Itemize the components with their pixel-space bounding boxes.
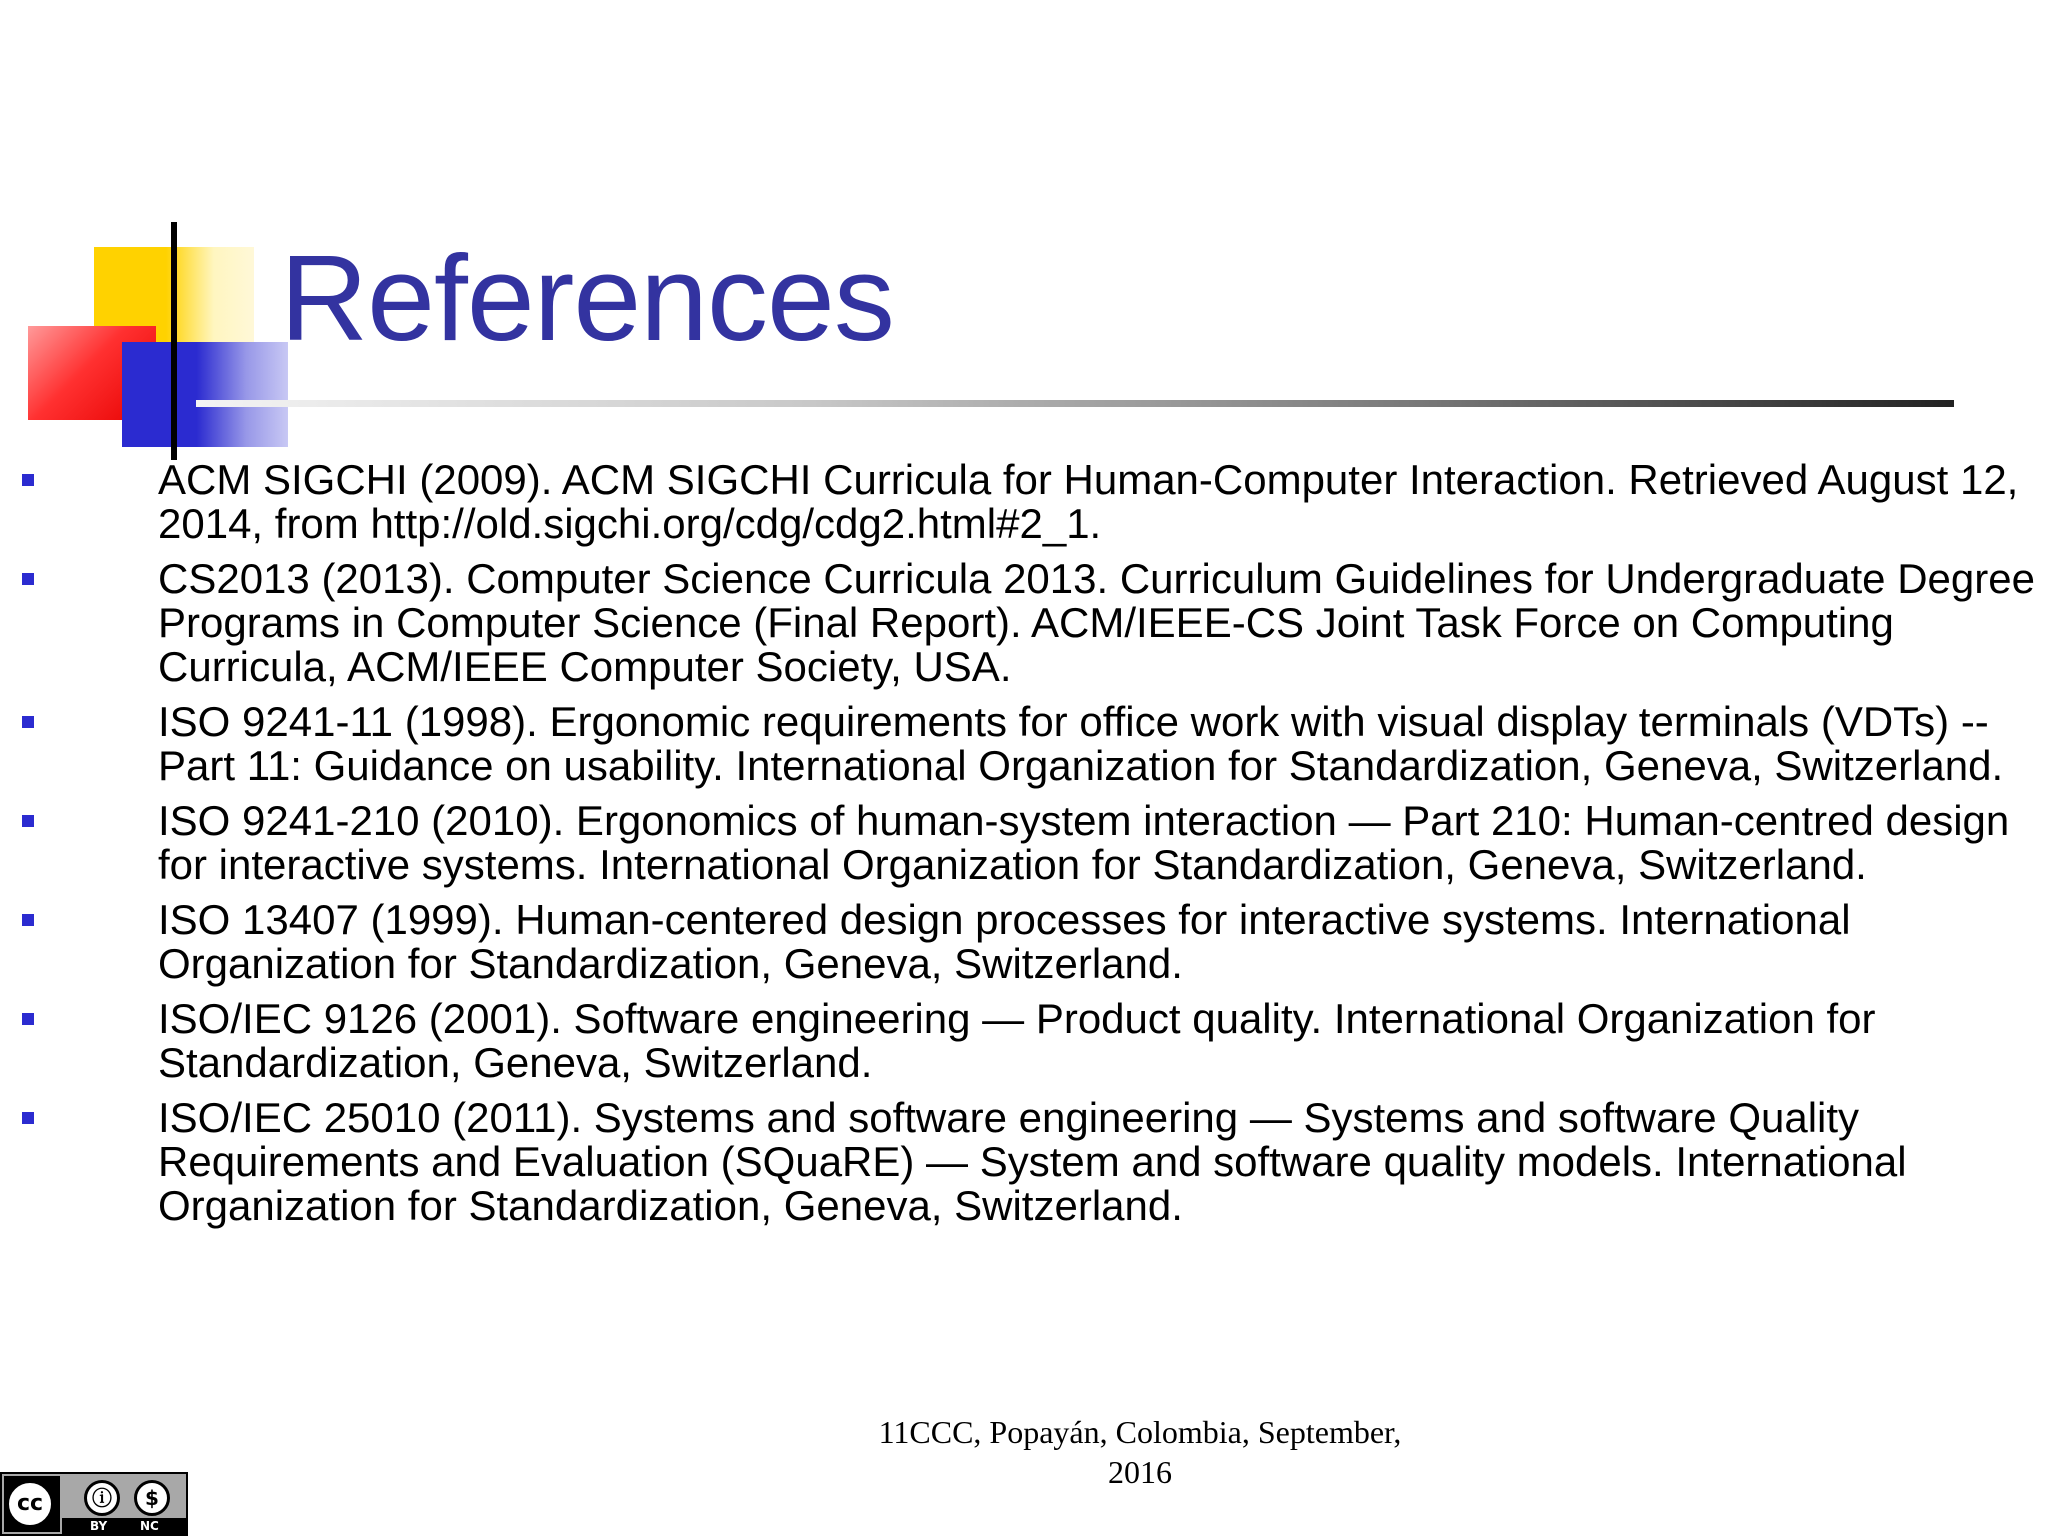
logo-vertical-line <box>171 222 177 460</box>
non-commercial-icon: $ <box>134 1480 170 1516</box>
reference-text: CS2013 (2013). Computer Science Curricula 2013. Curriculum Guidelines for Undergraduate Degree Programs in Computer Science (Final Report). ACM/IEEE-CS Joint Task Force on Computing Curricula, ACM/IEEE Computer Society, USA. <box>158 555 2035 690</box>
title-underline-rule <box>196 400 1954 407</box>
reference-text: ACM SIGCHI (2009). ACM SIGCHI Curricula for Human-Computer Interaction. Retrieved August 12, 2014, from http://old.sigchi.org/cdg/cdg2.html#2_1. <box>158 456 2019 547</box>
cc-license-badge <box>0 1472 188 1536</box>
bullet-icon <box>22 573 34 585</box>
reference-item <box>0 700 2038 788</box>
footer-line: 2016 <box>1108 1454 1172 1490</box>
bullet-icon <box>22 1013 34 1025</box>
reference-text: ISO 9241-210 (2010). Ergonomics of human-system interaction — Part 210: Human-centred design for interactive systems. International Organization for Standardization, Geneva, Switzerland. <box>158 797 2010 888</box>
reference-item <box>0 1096 2038 1228</box>
reference-text: ISO/IEC 25010 (2011). Systems and software engineering — Systems and software Quality Requirements and Evaluation (SQuaRE) — System and software quality models. International Organization for Standardization, Geneva, Switzerland. <box>158 1094 1907 1229</box>
reference-text: ISO 13407 (1999). Human-centered design processes for interactive systems. International Organization for Standardization, Geneva, Switzerland. <box>158 896 1851 987</box>
bullet-icon <box>22 914 34 926</box>
reference-item <box>0 997 2038 1085</box>
attribution-icon: ⓘ <box>84 1480 120 1516</box>
reference-item <box>0 458 2038 546</box>
reference-text: ISO/IEC 9126 (2001). Software engineering — Product quality. International Organization for Standardization, Geneva, Switzerland. <box>158 995 1876 1086</box>
nc-label: NC <box>140 1519 159 1533</box>
bullet-icon <box>22 815 34 827</box>
bullet-icon <box>22 1112 34 1124</box>
slide-footer <box>840 1412 1440 1492</box>
bullet-icon <box>22 474 34 486</box>
slide-title: References <box>280 230 894 366</box>
reference-item <box>0 898 2038 986</box>
footer-line: 11CCC, Popayán, Colombia, September, <box>878 1414 1402 1450</box>
reference-item <box>0 557 2038 689</box>
reference-item <box>0 799 2038 887</box>
reference-text: ISO 9241-11 (1998). Ergonomic requirements for office work with visual display terminals (VDTs) -- Part 11: Guidance on usability. International Organization for Standardization, Geneva, Switzerland. <box>158 698 2004 789</box>
cc-label-strip <box>62 1518 186 1534</box>
creative-commons-icon: cc <box>6 1480 54 1528</box>
by-label: BY <box>90 1519 108 1533</box>
reference-list <box>0 458 2048 1239</box>
bullet-icon <box>22 716 34 728</box>
logo-blue-square <box>122 342 288 447</box>
